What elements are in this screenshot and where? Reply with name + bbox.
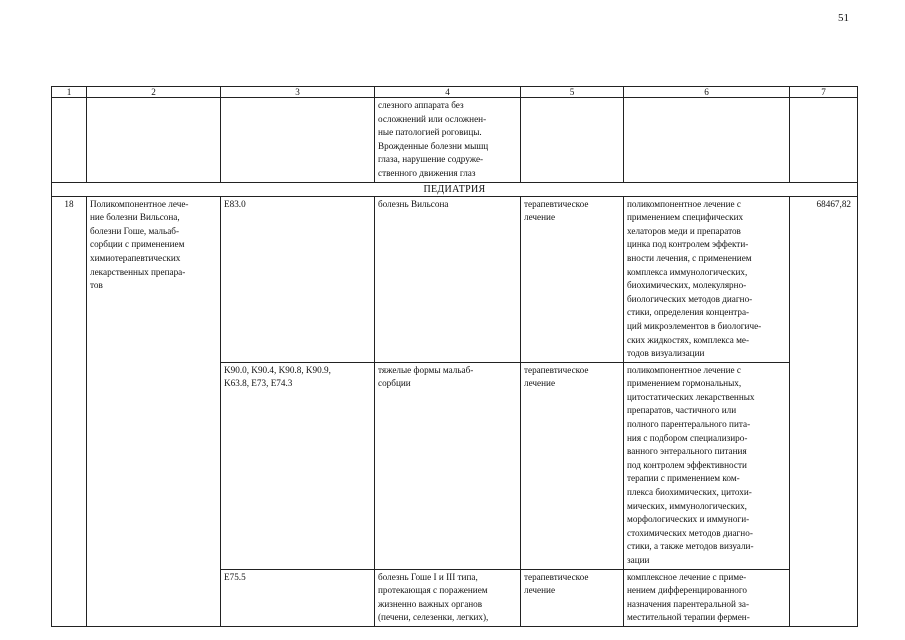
empty-cell: [624, 98, 790, 183]
treatment-cell: [521, 196, 624, 362]
text-line: цинка под контролем эффекти-: [627, 239, 749, 250]
text-line: применением гормональных,: [627, 378, 742, 389]
text-line: лекарственных препара-: [90, 266, 186, 277]
text-line: тодов визуализации: [627, 348, 705, 359]
empty-cell: [52, 98, 87, 183]
text-line: морфологических и иммуноги-: [627, 514, 750, 525]
text-line: под контролем эффективности: [627, 459, 747, 470]
method-cell: [624, 569, 790, 626]
text-line: вности лечения, с применением: [627, 252, 752, 263]
column-number: 5: [521, 87, 624, 98]
codes-cell: [221, 362, 375, 569]
entry-name-cell: [87, 196, 221, 626]
text-line: жизненно важных органов: [378, 598, 483, 609]
text-line: сорбции с применением: [90, 239, 185, 250]
diagnosis-cell: [375, 196, 521, 362]
column-number: 1: [52, 87, 87, 98]
text-line: местительной терапии фермен-: [627, 612, 750, 623]
text-line: Врожденные болезни мышц: [378, 140, 489, 151]
diagnosis-cell: [375, 569, 521, 626]
column-number: 7: [790, 87, 858, 98]
diagnosis-cell: [375, 362, 521, 569]
text-line: болезни Гоше, мальаб-: [90, 225, 180, 236]
text-line: стики, определения концентра-: [627, 307, 750, 318]
text-line: Поликомпонентное лече-: [90, 198, 189, 209]
text-line: лечение: [524, 585, 556, 596]
text-line: болезнь Гоше I и III типа,: [378, 571, 478, 582]
diagnosis-cell: [375, 98, 521, 183]
text-line: мических, иммунологических,: [627, 500, 747, 511]
text-line: ние болезни Вильсона,: [90, 212, 180, 223]
text-line: поликомпонентное лечение с: [627, 364, 741, 375]
text-line: ния с подбором специализиро-: [627, 432, 748, 443]
section-title: ПЕДИАТРИЯ: [52, 182, 858, 196]
treatment-cell: [521, 569, 624, 626]
text-line: протекающая с поражением: [378, 585, 488, 596]
text-line: E83.0: [224, 198, 246, 209]
column-number: 4: [375, 87, 521, 98]
text-line: ских жидкостях, комплекса ме-: [627, 334, 750, 345]
method-cell: [624, 196, 790, 362]
text-line: биохимических, молекулярно-: [627, 280, 747, 291]
text-line: ные патологией роговицы.: [378, 127, 482, 138]
text-line: ственного движения глаз: [378, 167, 476, 178]
text-line: поликомпонентное лечение с: [627, 198, 741, 209]
text-line: назначения парентеральной за-: [627, 598, 749, 609]
text-line: болезнь Вильсона: [378, 198, 449, 209]
treatment-cell: [521, 362, 624, 569]
text-line: ванного энтерального питания: [627, 446, 747, 457]
text-line: тяжелые формы мальаб-: [378, 364, 474, 375]
text-line: биологических методов диагно-: [627, 293, 753, 304]
empty-cell: [790, 98, 858, 183]
entry-number: 18: [52, 196, 87, 626]
text-line: хелаторов меди и препаратов: [627, 225, 741, 236]
text-line: нением дифференцированного: [627, 585, 748, 596]
text-line: полного парентерального пита-: [627, 419, 751, 430]
text-line: тов: [90, 280, 103, 291]
text-line: зации: [627, 555, 650, 565]
text-line: лечение: [524, 212, 556, 223]
text-line: терапевтическое: [524, 198, 589, 209]
empty-cell: [87, 98, 221, 183]
text-line: K90.0, K90.4, K90.8, K90.9,: [224, 364, 331, 375]
text-line: стохимических методов диагно-: [627, 527, 753, 538]
text-line: K63.8, E73, E74.3: [224, 378, 293, 389]
text-line: плекса биохимических, цитохи-: [627, 487, 752, 498]
text-line: терапии с применением ком-: [627, 473, 740, 484]
codes-cell: [221, 196, 375, 362]
text-line: глаза, нарушение содруже-: [378, 154, 484, 165]
text-line: препаратов, частичного или: [627, 405, 737, 416]
text-line: слезного аппарата без: [378, 100, 464, 110]
continuation-row: [52, 98, 858, 183]
column-number: 3: [221, 87, 375, 98]
column-number: 2: [87, 87, 221, 98]
price-cell: 68467,82: [790, 196, 858, 626]
text-line: ций микроэлементов в биологиче-: [627, 320, 762, 331]
text-line: применением специфических: [627, 212, 744, 223]
text-line: стики, а также методов визуали-: [627, 541, 754, 552]
codes-cell: [221, 569, 375, 626]
empty-cell: [221, 98, 375, 183]
text-line: E75.5: [224, 571, 246, 582]
text-line: сорбции: [378, 378, 411, 389]
text-line: комплекса иммунологических,: [627, 266, 748, 277]
column-number: 6: [624, 87, 790, 98]
text-line: терапевтическое: [524, 571, 589, 582]
text-line: комплексное лечение с приме-: [627, 571, 747, 582]
text-line: осложнений или осложнен-: [378, 113, 487, 124]
section-row: [52, 182, 858, 196]
medical-services-table: [51, 86, 858, 627]
method-cell: [624, 362, 790, 569]
text-line: цитостатических лекарственных: [627, 391, 755, 402]
text-line: химиотерапевтических: [90, 252, 181, 263]
text-line: терапевтическое: [524, 364, 589, 375]
text-line: (печени, селезенки, легких),: [378, 612, 489, 623]
text-line: лечение: [524, 378, 556, 389]
page-number: 51: [838, 12, 849, 24]
entry-subrow-1: [52, 196, 858, 362]
column-numbers-row: [52, 87, 858, 98]
empty-cell: [521, 98, 624, 183]
